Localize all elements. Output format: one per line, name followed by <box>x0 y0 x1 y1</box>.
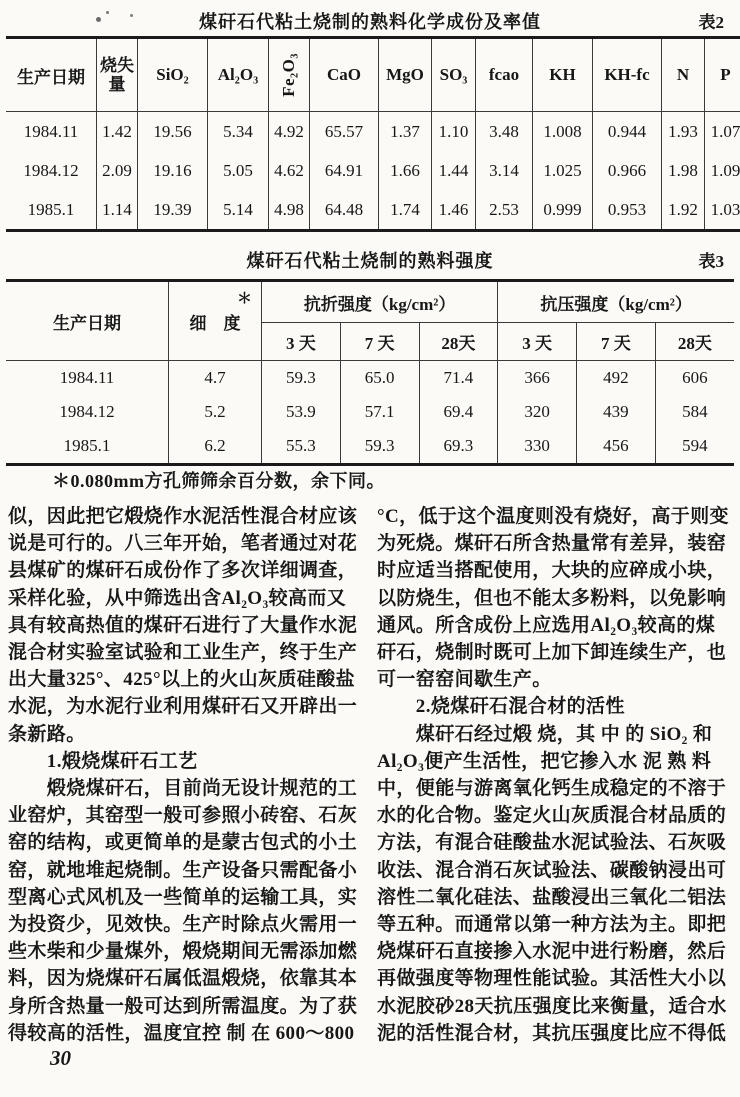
table3-cell: 1984.12 <box>6 395 169 429</box>
table3-header-comp-28d: 28天 <box>655 323 734 361</box>
table3-clinker-strength <box>6 279 734 466</box>
table2-cell: 0.953 <box>593 190 662 231</box>
table2-cell: 2.09 <box>97 151 138 190</box>
table2-row <box>6 190 740 231</box>
table2-header-date: 生产日期 <box>6 38 97 112</box>
body-line: 似，因此把它煅烧作水泥活性混合材应该 <box>8 506 358 527</box>
body-line: 可一窑窑间歇生产。 <box>377 669 552 691</box>
table2-header-mgo: MgO <box>379 38 432 112</box>
table2-cell: 1.92 <box>662 190 705 231</box>
table2-cell: 1.03 <box>710 199 740 219</box>
body-line: 混合材实验室试验和工业生产，终于生产 <box>8 642 358 664</box>
table2-header-sio2: SiO₂ <box>138 38 208 112</box>
table2-cell: 5.34 <box>208 112 269 152</box>
table2-header-fe2o3-wrap <box>269 39 309 111</box>
table2-row <box>6 151 740 190</box>
body-line: 出大量325°、425°以上的火山灰质硅酸盐 <box>8 669 355 691</box>
table2-header-fcao: fcao <box>476 38 533 112</box>
body-heading-line: 2.烧煤矸石混合材的活性 <box>377 696 625 718</box>
body-heading-line: 1.煅烧煤矸石工艺 <box>8 750 198 772</box>
table3-cell: 492 <box>577 361 656 396</box>
body-line: 溶性二氧化硅法、盐酸浸出三氧化二铝法 <box>377 886 727 908</box>
table3-cell: 1984.11 <box>6 361 169 396</box>
table2-header-so3: SO₃ <box>432 38 476 112</box>
table3-cell: 4.7 <box>169 361 262 396</box>
table3-row <box>6 429 734 465</box>
table3-header-compressive: 抗压强度（kg/cm²） <box>498 281 734 323</box>
table2-cell: 5.14 <box>208 190 269 231</box>
table2-header-p: P <box>705 38 740 112</box>
body-line: 等五种。而通常以第一种方法为主。即把 <box>377 914 727 936</box>
body-line: 料，因为烧煤矸石属低温煅烧，依靠其本 <box>8 968 358 990</box>
body-line: 县煤矿的煤矸石成份作了多次详细调查， <box>8 560 358 582</box>
table2-cell: 4.62 <box>269 151 310 190</box>
table3-cell: 53.9 <box>262 395 341 429</box>
table2-header-al2o3: Al₂O₃ <box>208 38 269 112</box>
table3-row <box>6 361 734 396</box>
table2-cell: 1.66 <box>379 151 432 190</box>
table3-cell: 5.2 <box>169 395 262 429</box>
table3-header-flex-28d: 28天 <box>419 323 498 361</box>
table2-cell: 1.09 <box>710 160 740 180</box>
body-line: 身所含热量一般可达到所需温度。为了获 <box>8 995 358 1017</box>
table2-cell: 19.16 <box>138 151 208 190</box>
table2-cell: 1.14 <box>97 190 138 231</box>
body-line: 煤矸石经过煅 烧，其 中 的 SiO₂ 和 <box>377 723 713 745</box>
table3-cell: 69.3 <box>419 429 498 465</box>
table3-header-flex-7d: 7 天 <box>340 323 419 361</box>
table2-cell: 4.98 <box>269 190 310 231</box>
body-line: 为投资少，见效快。生产时除点火需用一 <box>8 914 358 936</box>
table2-cell: 3.14 <box>476 151 533 190</box>
table3-cell: 439 <box>577 395 656 429</box>
table3-cell: 55.3 <box>262 429 341 465</box>
body-line: 以防烧生，但也不能太多粉料，以免影响 <box>377 587 727 609</box>
body-line: 得较高的活性，温度宜控 制 在 600～800 <box>8 1022 355 1044</box>
page-number: 30 <box>50 1046 71 1070</box>
table2-cell: 1984.12 <box>6 151 97 190</box>
table3-tag: 表3 <box>698 252 724 271</box>
body-line: 再做强度等物理性能试验。其活性大小以 <box>377 968 727 990</box>
table2-cell: 19.39 <box>138 190 208 231</box>
table3-cell: 606 <box>682 368 708 387</box>
table3-header-flexural: 抗折强度（kg/cm²） <box>262 281 498 323</box>
table3-cell: 366 <box>498 361 577 396</box>
table2-cell: 1.46 <box>432 190 476 231</box>
table2-caption <box>0 8 740 34</box>
body-column-left <box>8 503 365 1047</box>
body-line: 时应适当搭配使用，大块的应碎成小块， <box>377 560 727 582</box>
table2-tag: 表2 <box>698 13 724 32</box>
body-line: 水泥，为水泥行业利用煤矸石又开辟出一 <box>8 696 358 718</box>
table2-cell: 1.025 <box>533 151 593 190</box>
table2-cell: 3.48 <box>476 112 533 152</box>
table2-header-n: N <box>662 38 705 112</box>
body-line: 收法、混合消石灰试验法、碳酸钠浸出可 <box>377 859 727 881</box>
table2-header-fe2o3 <box>269 38 310 112</box>
body-line: 些木柴和少量煤外，煅烧期间无需添加燃 <box>8 941 358 963</box>
table3-row <box>6 395 734 429</box>
body-line: Al₂O₃便产生活性，把它掺入水 泥 熟 料 <box>377 750 712 772</box>
body-line: 采样化验，从中筛选出含Al₂O₃较高而又 <box>8 587 347 609</box>
table2-cell: 65.57 <box>310 112 379 152</box>
table3-header-fineness <box>169 281 262 361</box>
table2-chemical-composition <box>6 36 740 232</box>
body-line: 条新路。 <box>8 723 86 745</box>
table2-header-loi-text: 烧失量 <box>100 55 134 94</box>
table3-title: 煤矸石代粘土烧制的熟料强度 <box>246 251 494 271</box>
table3-header-date: 生产日期 <box>6 281 169 361</box>
body-line: 型离心式风机及一些简单的运输工具，实 <box>8 886 358 908</box>
body-line: 中，便能与游离氧化钙生成稳定的不溶于 <box>377 778 727 800</box>
body-line: 业窑炉，其窑型一般可参照小砖窑、石灰 <box>8 805 358 827</box>
table3-cell: 71.4 <box>419 361 498 396</box>
body-line: 方法，有混合硅酸盐水泥试验法、石灰吸 <box>377 832 727 854</box>
body-line: 说是可行的。八三年开始，笔者通过对花 <box>8 533 358 555</box>
table3-cell: 330 <box>498 429 577 465</box>
table2-header-fe2o3-text: Fe₂O₃ <box>279 53 299 97</box>
article-body <box>8 503 734 1047</box>
table2-cell: 64.48 <box>310 190 379 231</box>
table2-cell: 4.92 <box>269 112 310 152</box>
table3-header-comp-7d: 7 天 <box>577 323 656 361</box>
body-column-right <box>377 503 734 1047</box>
body-line: 具有较高热值的煤矸石进行了大量作水泥 <box>8 614 358 636</box>
table2-cell: 2.53 <box>476 190 533 231</box>
table2-header-kh: KH <box>533 38 593 112</box>
table3-caption <box>0 247 740 273</box>
table2-cell: 1.07 <box>710 121 740 141</box>
table2-title: 煤矸石代粘土烧制的熟料化学成份及率值 <box>199 12 541 32</box>
table2-cell: 1984.11 <box>6 112 97 152</box>
body-line: 为死烧。煤矸石所含热量常有差异，装窑 <box>377 533 727 555</box>
body-line: 水泥胶砂28天抗压强度比来衡量，适合水 <box>377 995 727 1017</box>
table2-row <box>6 112 740 152</box>
body-line: 煅烧煤矸石，目前尚无设计规范的工 <box>8 778 358 800</box>
body-line: 矸石，烧制时既可上加下卸连续生产，也 <box>377 642 727 664</box>
table3-cell: 59.3 <box>340 429 419 465</box>
body-line: 窑的结构，或更简单的是蒙古包式的小土 <box>8 832 358 854</box>
table2-cell: 0.999 <box>533 190 593 231</box>
table2-cell: 1985.1 <box>6 190 97 231</box>
table2-cell: 1.98 <box>662 151 705 190</box>
table2-cell: 1.37 <box>379 112 432 152</box>
body-line: 通风。所含成份上应选用Al₂O₃较高的煤 <box>377 614 716 636</box>
table3-cell: 594 <box>682 436 708 455</box>
table3-cell: 57.1 <box>340 395 419 429</box>
table2-cell: 1.008 <box>533 112 593 152</box>
body-line: °C，低于这个温度则没有烧好，高于则变 <box>377 506 729 527</box>
table3-cell: 6.2 <box>169 429 262 465</box>
table3-cell: 69.4 <box>419 395 498 429</box>
body-line: 窑，就地堆起烧制。生产设备只需配备小 <box>8 859 358 881</box>
table2-cell: 1.44 <box>432 151 476 190</box>
table3-header-group-row <box>6 281 734 323</box>
body-line: 水的化合物。鉴定火山灰质混合材品质的 <box>377 805 727 827</box>
table3-cell: 65.0 <box>340 361 419 396</box>
table2-cell: 0.944 <box>593 112 662 152</box>
table2-cell: 1.42 <box>97 112 138 152</box>
table2-header-cao: CaO <box>310 38 379 112</box>
body-line: 烧煤矸石直接掺入水泥中进行粉磨，然后 <box>377 941 727 963</box>
table2-cell: 64.91 <box>310 151 379 190</box>
table3-cell: 320 <box>498 395 577 429</box>
table2-header-row <box>6 38 740 112</box>
body-line: 泥的活性混合材，其抗压强度比应不得低 <box>377 1022 727 1044</box>
table3-cell: 584 <box>682 402 708 421</box>
table2-cell: 5.05 <box>208 151 269 190</box>
table2-cell: 1.93 <box>662 112 705 152</box>
table3-header-fineness-text: 细 度 <box>189 313 241 333</box>
table2-cell: 19.56 <box>138 112 208 152</box>
table-footnote: ＊0.080mm方孔筛筛余百分数，余下同。 <box>52 471 385 491</box>
table3-cell: 456 <box>577 429 656 465</box>
table2-cell: 0.966 <box>593 151 662 190</box>
table2-header-loi <box>97 38 138 112</box>
table2-header-khfc: KH-fc <box>593 38 662 112</box>
table3-header-comp-3d: 3 天 <box>498 323 577 361</box>
table2-cell: 1.10 <box>432 112 476 152</box>
table3-cell: 59.3 <box>262 361 341 396</box>
table3-header-flex-3d: 3 天 <box>262 323 341 361</box>
table3-cell: 1985.1 <box>6 429 169 465</box>
fineness-footnote-mark: ＊ <box>236 291 252 307</box>
table2-cell: 1.74 <box>379 190 432 231</box>
